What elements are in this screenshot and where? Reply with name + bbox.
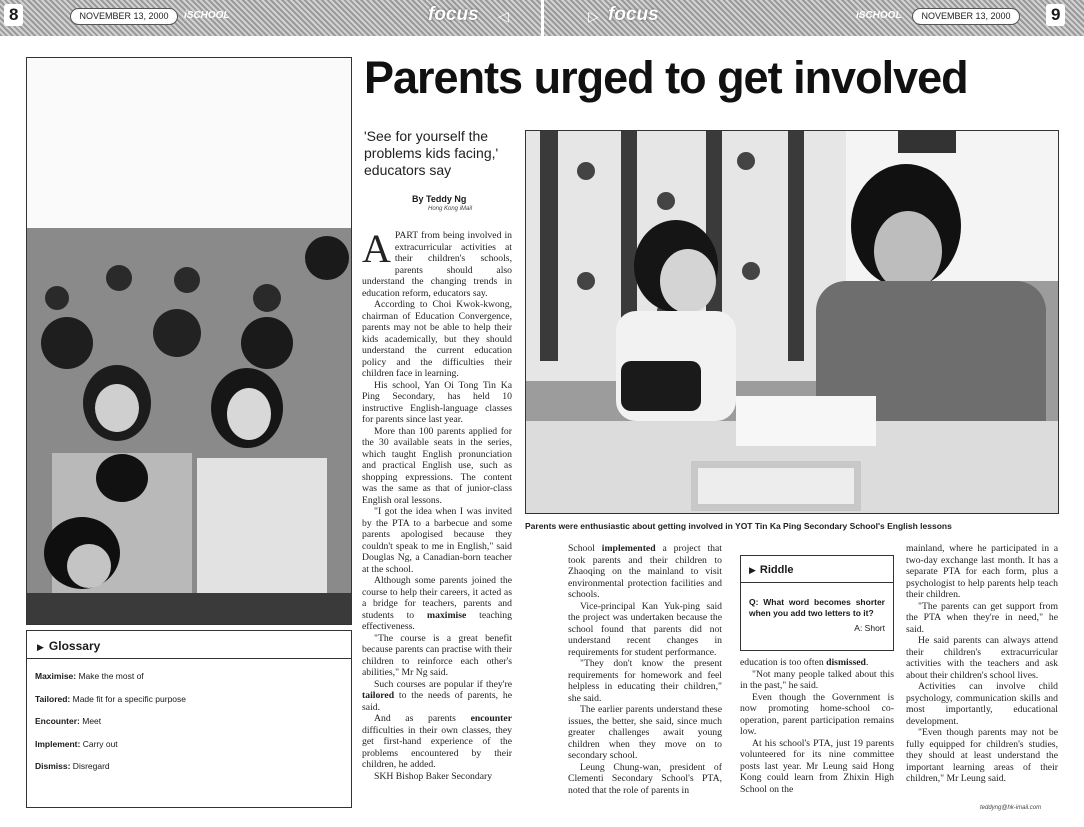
left-page-number: 8	[4, 4, 23, 26]
article-paragraph: "The parents can get support from the PTA when they're in need," he said.	[906, 600, 1058, 635]
article-paragraph: APART from being involved in extracurricular activities at their children's schools, parents should also understand the changing trends in education reform, educators say.	[362, 230, 512, 299]
riddle-header	[741, 556, 893, 583]
byline: By Teddy Ng	[412, 194, 467, 204]
glossary-keyword: maximise	[427, 609, 467, 621]
riddle-question: Q: What word becomes shorter when you add two letters to it?	[749, 597, 885, 618]
teacher-child-photo	[525, 130, 1059, 514]
article-column-1	[362, 230, 512, 808]
left-triangle-icon: ◁	[498, 9, 509, 25]
glossary-item: Maximise: Make the most of	[35, 671, 144, 681]
right-section-tag: iSCHOOL	[856, 10, 902, 21]
glossary-keyword: implemented	[601, 543, 656, 554]
article-paragraph: Leung Chung-wan, president of Clementi Secondary School's PTA, noted that the role of parents in	[568, 761, 722, 796]
article-column-2	[568, 543, 722, 808]
right-date-pill: NOVEMBER 13, 2000	[912, 8, 1020, 25]
glossary-keyword: dismissed	[826, 657, 866, 668]
spread-divider	[541, 0, 544, 36]
parents-crowd-photo	[26, 57, 352, 625]
article-paragraph: According to Choi Kwok-kwong, chairman of Education Convergence, parents may not be able to help their kids academically, but they should understand the current education policy and the difficulties their children face in learning.	[362, 299, 512, 379]
left-section-tag: iSCHOOL	[184, 10, 230, 21]
article-headline: Parents urged to get involved	[364, 52, 968, 103]
article-paragraph: "Not many people talked about this in the past," he said.	[740, 668, 894, 691]
author-email: teddyng@hk-imail.com	[980, 805, 1042, 811]
article-paragraph: Such courses are popular if they're tailored to the needs of parents, he said.	[362, 678, 512, 713]
page-header-band	[0, 0, 1084, 36]
article-paragraph: "They don't know the present requirements for homework and feel helpless in educating their children," she said.	[568, 658, 722, 704]
article-paragraph: The earlier parents understand these issues, the better, she said, since much greater challenges await young children when they move on to secondary school.	[568, 704, 722, 761]
right-triangle-icon: ▷	[588, 9, 599, 25]
article-paragraph: mainland, where he participated in a two-day exchange last month. It has a separate PTA for each form, plus a psychologist to help parents help teach their children.	[906, 543, 1058, 600]
article-paragraph: "Even though parents may not be fully equipped for children's studies, they should at least understand the important learning areas of their children," Mr Leung said.	[906, 727, 1058, 784]
glossary-header	[27, 631, 351, 659]
byline-affiliation: Hong Kong iMail	[428, 206, 473, 212]
article-paragraph: School implemented a project that took parents and their children to Zhaoqing on the mainland to visit environmental protection facilities and schools.	[568, 543, 722, 600]
riddle-answer: A: Short	[854, 623, 885, 633]
article-paragraph: Even though the Government is now promoting home-school co-operation, parent participation remains low.	[740, 691, 894, 737]
left-date-pill: NOVEMBER 13, 2000	[70, 8, 178, 25]
glossary-item: Tailored: Made fit for a specific purpose	[35, 693, 187, 704]
article-deck: 'See for yourself the problems kids facing,' educators say	[364, 128, 499, 178]
glossary-list	[27, 659, 351, 784]
article-paragraph: SKH Bishop Baker Secondary	[374, 770, 493, 782]
photo-caption: Parents were enthusiastic about getting involved in YOT Tin Ka Ping Secondary School's English lessons	[525, 521, 952, 531]
article-column-4	[906, 543, 1058, 808]
glossary-keyword: tailored	[362, 690, 395, 701]
article-paragraph: Although some parents joined the course to help their careers, it acted as a bridge for teachers, parents and students to maximise teaching effectiveness.	[362, 575, 512, 632]
article-paragraph: And as parents encounter difficulties in their own classes, they get first-hand experience of the problems encountered by their children, he added.	[362, 713, 512, 770]
right-focus-label: focus	[608, 4, 659, 25]
riddle-title: Riddle	[759, 564, 794, 576]
glossary-keyword: encounter	[470, 713, 512, 724]
riddle-box	[740, 555, 894, 651]
article-paragraph: Activities can involve child psychology, communication skills and most importantly, educational development.	[906, 681, 1058, 727]
article-column-3	[740, 657, 894, 808]
article-paragraph: More than 100 parents applied for the 30 available seats in the series, which taught English pronunciation and practical English use, such as shopping expressions. The content was the same as that of junior-class English oral lessons.	[362, 425, 512, 506]
glossary-item: Implement: Carry out	[35, 738, 118, 749]
right-triangle-icon: ▶	[749, 566, 756, 576]
article-paragraph: Vice-principal Kan Yuk-ping said the project was undertaken because the school found that parents did not understand recent changes in requirements for student performance.	[568, 600, 722, 658]
article-paragraph: education is too often dismissed.	[740, 657, 869, 668]
right-page-number: 9	[1046, 4, 1065, 26]
article-paragraph: He said parents can always attend their children's extracurricular activities with the teachers and ask about their children's school lives.	[906, 635, 1058, 681]
article-paragraph: "The course is a great benefit because parents can practise with their children to reinforce each other's abilities," Mr Ng said.	[362, 632, 512, 678]
left-focus-label: focus	[428, 4, 479, 25]
glossary-box	[26, 630, 352, 808]
glossary-item: Dismiss: Disregard	[35, 761, 110, 771]
right-triangle-icon: ▶	[37, 643, 44, 653]
article-paragraph: At his school's PTA, just 19 parents volunteered for its nine committee posts last year. Mr Leung said Hong Kong could learn from Zhixin High School on the	[740, 737, 894, 795]
glossary-title: Glossary	[48, 639, 101, 653]
article-paragraph: "I got the idea when I was invited by the PTA to a barbecue and some parents apologised because they couldn't speak to me in English," said Douglas Ng, a Canadian-born teacher at the school.	[362, 506, 512, 575]
glossary-item: Encounter: Meet	[35, 716, 102, 726]
article-paragraph: His school, Yan Oi Tong Tin Ka Ping Secondary, has held 10 instructive English-language classes for parents since last year.	[362, 379, 512, 425]
drop-cap: A	[362, 230, 391, 271]
